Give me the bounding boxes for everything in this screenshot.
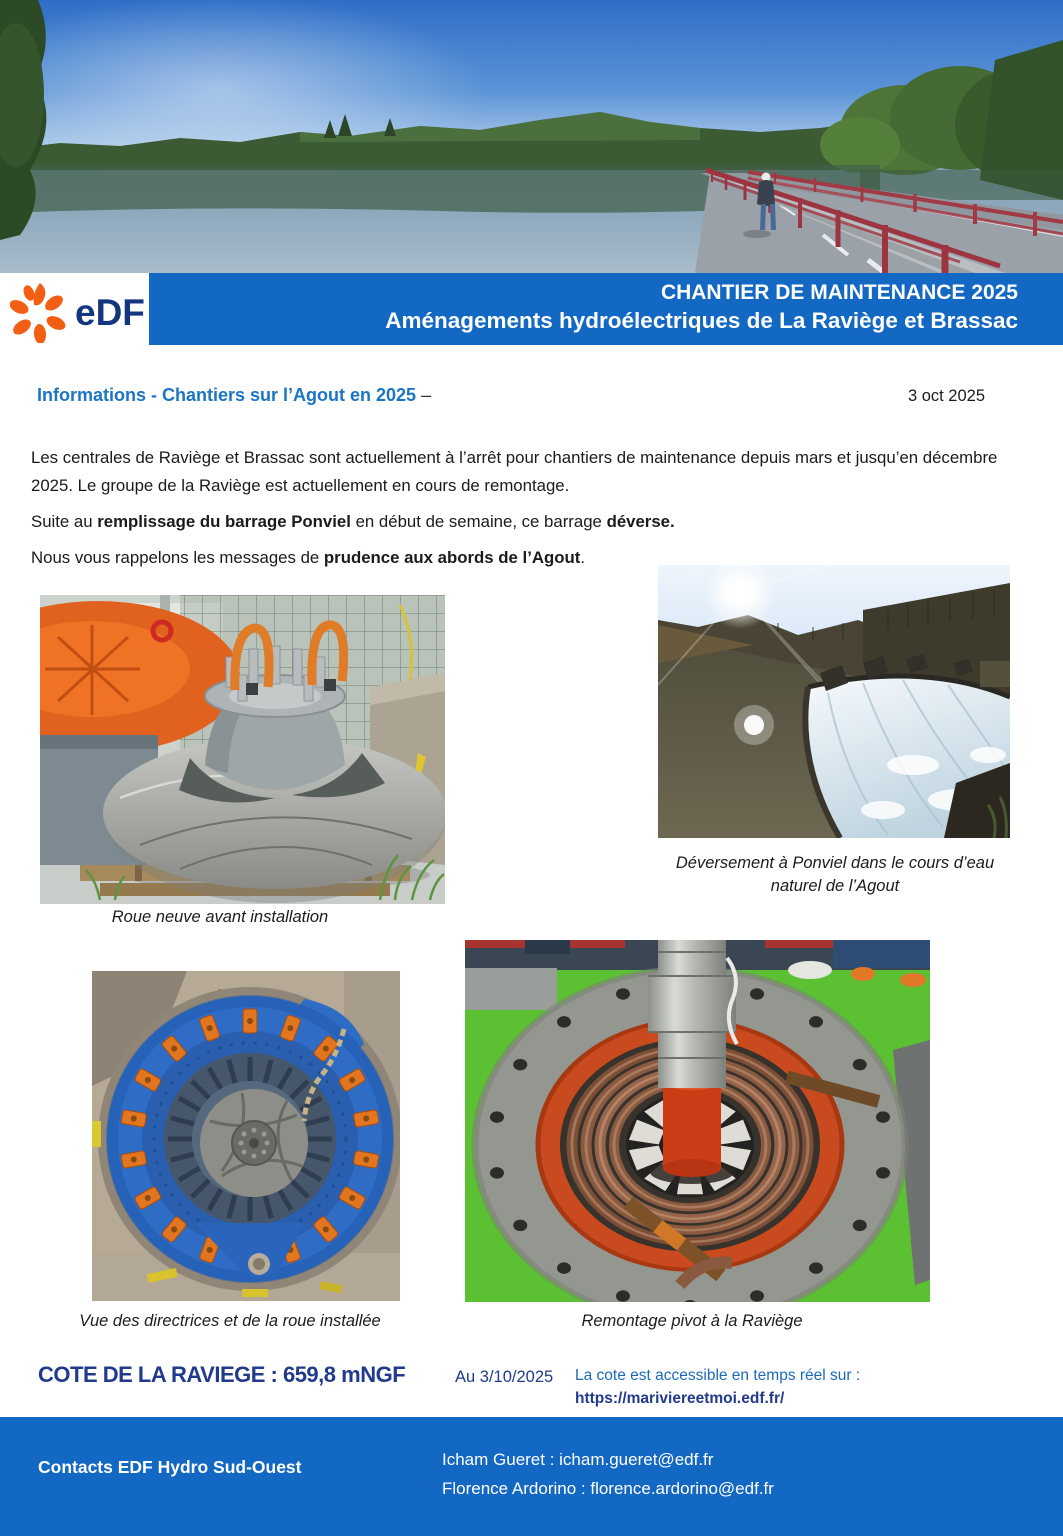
caption-pivot: Remontage pivot à la Raviège [581,1312,803,1330]
edf-flame-icon [10,281,68,343]
p2-bold-deverse: déverse. [606,512,675,531]
title-banner [149,273,1063,345]
footer-contact-2: Florence Ardorino : florence.ardorino@edf.fr [442,1479,774,1498]
paragraph-centrales: Les centrales de Raviège et Brassac sont actuellement à l’arrêt pour chantiers de maintenance depuis mars et jusqu’en décembre 2025. Le groupe de la Raviège est actuellement en cours de remontage. [31,448,998,495]
footer-bar [0,1417,1063,1536]
photo-directrices [92,971,400,1306]
p3-pre: Nous vous rappelons les messages de [31,548,324,567]
p2-bold-remplissage: remplissage du barrage Ponviel [97,512,351,531]
p2-mid: en début de semaine, ce barrage [350,512,607,531]
cote-link[interactable]: https://mariviereetmoi.edf.fr/ [575,1389,785,1407]
edf-logo [10,280,148,344]
body-text [31,444,1036,580]
cote-date: Au 3/10/2025 [455,1368,554,1386]
paragraph-remplissage [31,508,1036,536]
p2-pre: Suite au [31,512,98,531]
page-title-text: Informations - Chantiers sur l’Agout en 2025 [37,385,417,405]
p3-end: . [580,548,585,567]
page-title [37,385,431,406]
publication-date: 3 oct 2025 [907,387,985,405]
caption-ponviel-line2: naturel de l’Agout [770,877,900,895]
photo-remontage-pivot [465,940,930,1307]
section-header [37,385,985,406]
edf-logo-text: eDF [75,291,145,333]
footer-contacts [442,1445,774,1503]
caption-roue: Roue neuve avant installation [111,908,329,926]
caption-directrices: Vue des directrices et de la roue installée [79,1312,381,1330]
cote-raviege-value: COTE DE LA RAVIEGE : 659,8 mNGF [38,1362,406,1387]
photo-roue-neuve [40,595,445,909]
cote-info [575,1365,860,1410]
photo-deversement-ponviel [658,565,1010,843]
caption-ponviel-line1: Déversement à Ponviel dans le cours d’eau [675,854,995,872]
footer-contact-1: Icham Gueret : icham.gueret@edf.fr [442,1450,714,1469]
footer-contacts-title: Contacts EDF Hydro Sud-Ouest [38,1457,302,1477]
p3-bold-prudence: prudence aux abords de l’Agout [323,548,581,567]
page-title-dash: – [421,385,432,405]
panorama-illustration [0,0,1063,273]
caption-ponviel [640,852,1030,898]
banner-line2: Aménagements hydroélectriques de La Raviège et Brassac [385,308,1018,333]
banner-line1: CHANTIER DE MAINTENANCE 2025 [660,281,1018,304]
hero-lake-bridge-photo [0,0,1063,273]
cote-info-text: La cote est accessible en temps réel sur : [575,1367,861,1384]
